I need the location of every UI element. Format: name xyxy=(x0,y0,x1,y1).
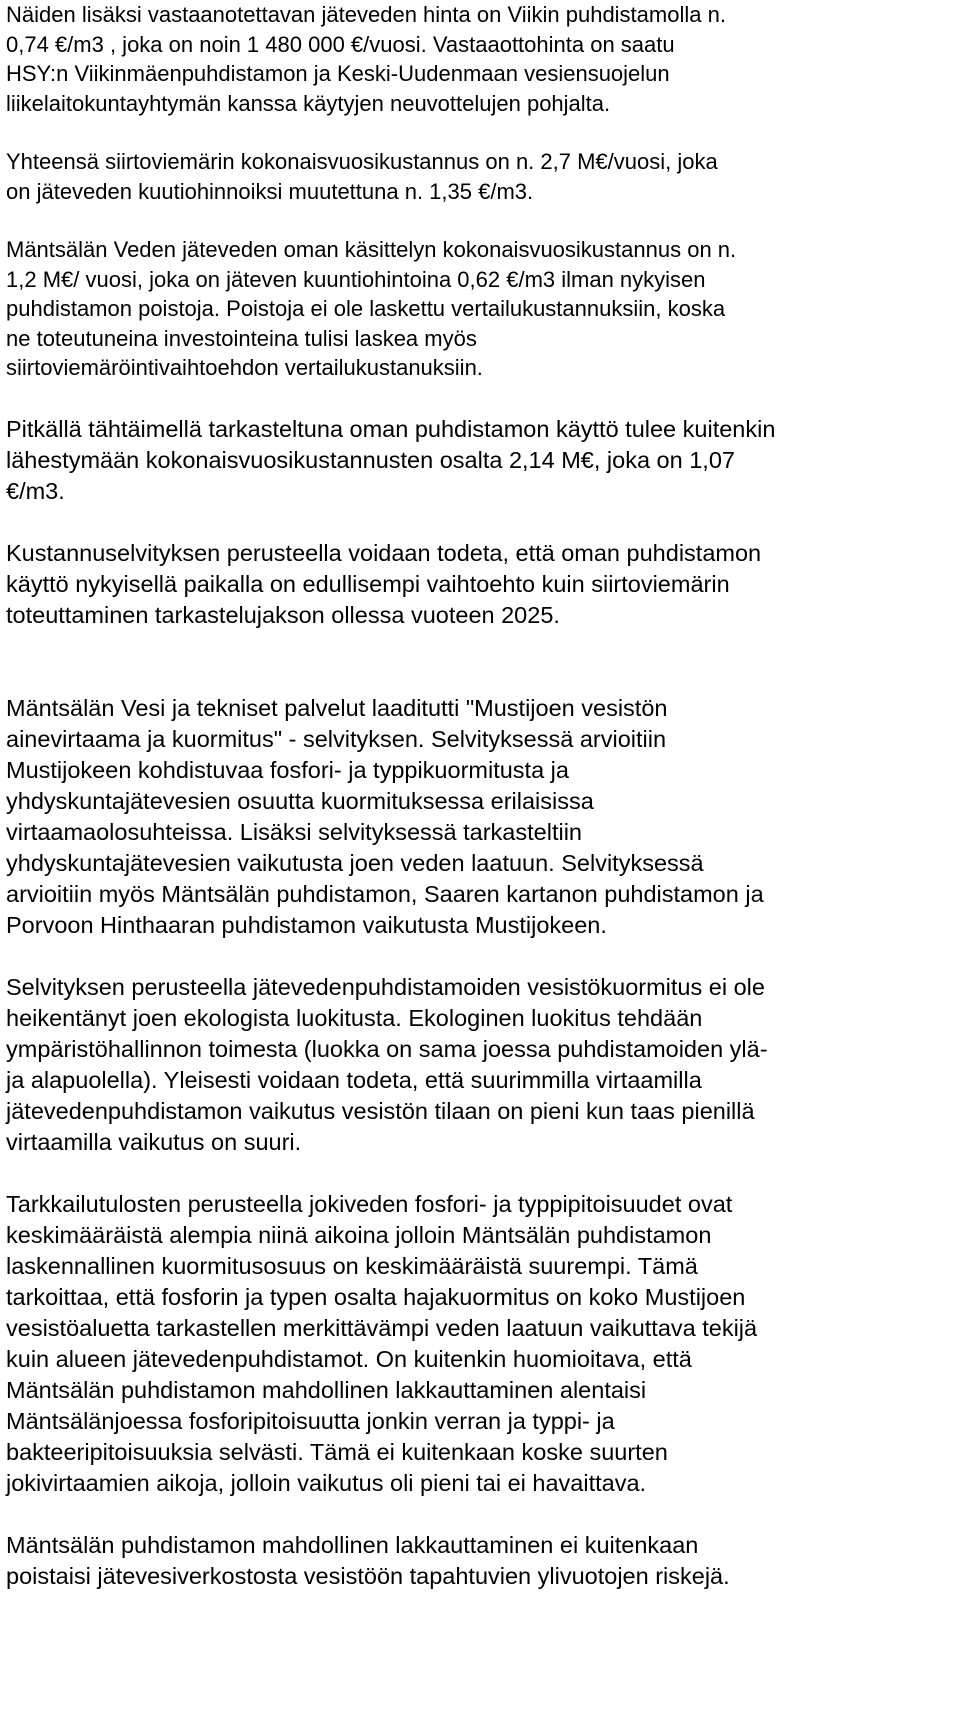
paragraph-treatment-price: Näiden lisäksi vastaanotettavan jäteveden hinta on Viikin puhdistamolla n. 0,74 €/m3 , joka on noin 1 480 000 €/vuosi. Vastaaottohinta on saatu HSY:n Viikinmäenpuhdistamon ja Keski-Uudenmaan vesiensuojelun liikelaitokuntayhtymän kanssa käytyjen neuvottelujen pohjalta. xyxy=(6,2,726,116)
document-page xyxy=(6,0,956,1592)
paragraph-long-term-cost: Pitkällä tähtäimellä tarkasteltuna oman puhdistamon käyttö tulee kuitenkin lähestymään kokonaisvuosikustannusten osalta 2,14 M€, joka on 1,07 €/m3. xyxy=(6,415,776,504)
paragraph-ecological-classification: Selvityksen perusteella jätevedenpuhdistamoiden vesistökuormitus ei ole heikentänyt joen ekologista luokitusta. Ekologinen luokitus tehdään ympäristöhallinnon toimesta (luokka on sama joessa puhdistamoiden ylä- ja alapuolella). Yleisesti voidaan todeta, että suurimmilla virtaamilla jätevedenpuhdistamon vaikutus vesistön tilaan on pieni kun taas pienillä virtaamilla vaikutus on suuri. xyxy=(6,973,768,1155)
paragraph-own-treatment-cost: Mäntsälän Veden jäteveden oman käsittelyn kokonaisvuosikustannus on n. 1,2 M€/ vuosi, joka on jäteven kuuntiohintoina 0,62 €/m3 ilman nykyisen puhdistamon poistoja. Poistoja ei ole laskettu vertailukustannuksiin, koska ne toteutuneina investointeina tulisi laskea myös siirtoviemäröintivaihtoehdon vertailukustanuksiin. xyxy=(6,237,737,380)
paragraph-overflow-risk: Mäntsälän puhdistamon mahdollinen lakkauttaminen ei kuitenkaan poistaisi jätevesiverkostosta vesistöön tapahtuvien ylivuotojen riskejä. xyxy=(6,1531,730,1589)
paragraph-monitoring-results: Tarkkailutulosten perusteella jokiveden fosfori- ja typpipitoisuudet ovat keskimääräistä alempia niinä aikoina jolloin Mäntsälän puhdistamon laskennallinen kuormitusosuus on keskimääräistä suurempi. Tämä tarkoittaa, että fosforin ja typen osalta hajakuormitus on koko Mustijoen vesistöaluetta tarkastellen merkittävämpi veden laatuun vaikuttava tekijä kuin alueen jätevedenpuhdistamot. On kuitenkin huomioitava, että Mäntsälän puhdistamon mahdollinen lakkauttaminen alentaisi Mäntsälänjoessa fosforipitoisuutta jonkin verran ja typpi- ja bakteeripitoisuuksia selvästi. Tämä ei kuitenkaan koske suurten jokivirtaamien aikoja, jolloin vaikutus oli pieni tai ei havaittava. xyxy=(6,1190,758,1496)
paragraph-mustijoki-study: Mäntsälän Vesi ja tekniset palvelut laaditutti "Mustijoen vesistön ainevirtaama ja kuormitus" - selvityksen. Selvityksessä arvioitiin Mustijokeen kohdistuvaa fosfori- ja typpikuormitusta ja yhdyskuntajätevesien osuutta kuormituksessa erilaisissa virtaamaolosuhteissa. Lisäksi selvityksessä tarkasteltiin yhdyskuntajätevesien vaikutusta joen veden laatuun. Selvityksessä arvioitiin myös Mäntsälän puhdistamon, Saaren kartanon puhdistamon ja Porvoon Hinthaaran puhdistamon vaikutusta Mustijokeen. xyxy=(6,694,764,938)
paragraph-cost-conclusion: Kustannuselvityksen perusteella voidaan todeta, että oman puhdistamon käyttö nykyisellä paikalla on edullisempi vaihtoehto kuin siirtoviemärin toteuttaminen tarkastelujakson ollessa vuoteen 2025. xyxy=(6,539,762,628)
paragraph-transfer-sewer-cost: Yhteensä siirtoviemärin kokonaisvuosikustannus on n. 2,7 M€/vuosi, joka on jäteveden kuutiohinnoiksi muutettuna n. 1,35 €/m3. xyxy=(6,149,718,204)
